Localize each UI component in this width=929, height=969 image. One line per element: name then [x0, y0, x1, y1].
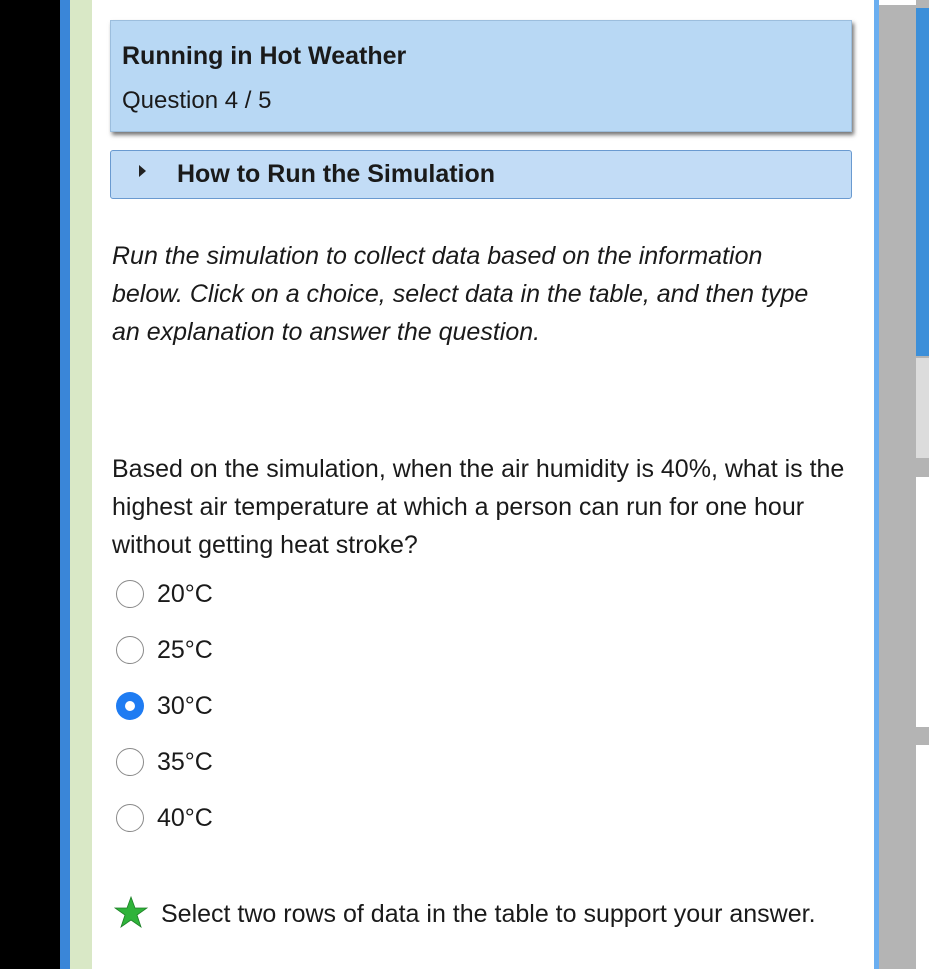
- right-panel-light-section: [916, 358, 929, 458]
- right-side-panel: [879, 0, 929, 969]
- simulation-help-label: How to Run the Simulation: [177, 160, 496, 188]
- expand-arrow-icon: [139, 165, 146, 177]
- left-side-panel: [70, 0, 92, 969]
- right-panel-blue-section: [916, 8, 929, 356]
- choice-label: 20°C: [157, 580, 213, 608]
- radio-button[interactable]: [116, 804, 144, 832]
- right-panel-white-section: [916, 477, 929, 727]
- question-header: [110, 20, 852, 132]
- choice-label: 25°C: [157, 636, 213, 664]
- radio-button[interactable]: [116, 636, 144, 664]
- question-text: Based on the simulation, when the air humidity is 40%, what is the highest air temperature at which a person can run for one hour without getting heat stroke?: [112, 455, 845, 559]
- how-to-run-simulation-toggle[interactable]: [110, 150, 852, 199]
- choice-label: 35°C: [157, 748, 213, 776]
- radio-button[interactable]: [116, 748, 144, 776]
- radio-button-selected[interactable]: [116, 692, 144, 720]
- right-panel-white-section-lower: [916, 745, 929, 969]
- choice-label: 30°C: [157, 692, 213, 720]
- radio-button[interactable]: [116, 580, 144, 608]
- question-progress: Question 4 / 5: [122, 87, 272, 114]
- left-frame-edge: [60, 0, 70, 969]
- page-title: Running in Hot Weather: [122, 42, 407, 70]
- right-panel-top: [879, 0, 916, 5]
- instructions-text: Run the simulation to collect data based on the information below. Click on a choice, select data in the table, and then type an explanation to answer the question.: [112, 242, 809, 346]
- choice-label: 40°C: [157, 804, 213, 832]
- data-selection-note: Select two rows of data in the table to support your answer.: [161, 900, 816, 928]
